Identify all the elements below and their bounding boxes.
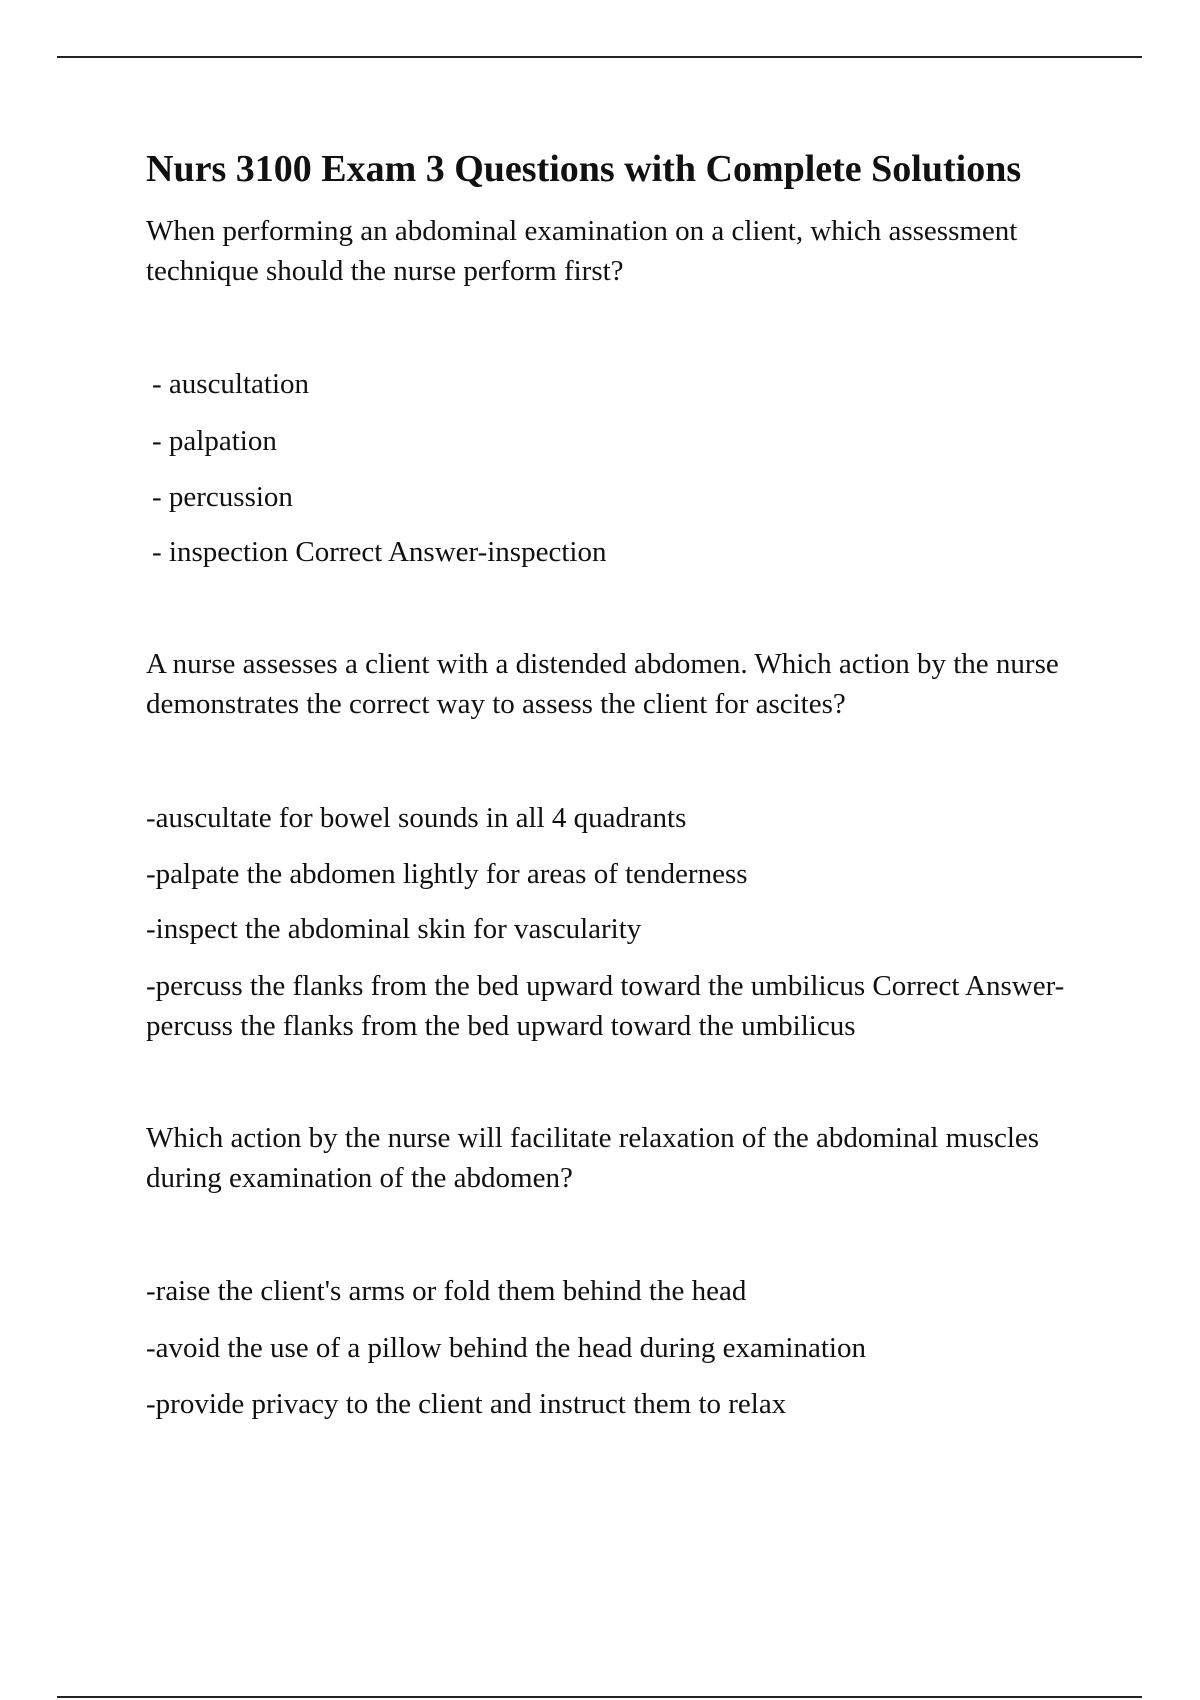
question-3-option-3: -provide privacy to the client and instruct them to relax xyxy=(146,1388,787,1420)
question-3-option-1: -raise the client's arms or fold them behind the head xyxy=(146,1275,747,1307)
question-1-option-4: - inspection Correct Answer-inspection xyxy=(152,536,607,568)
question-1-option-1: - auscultation xyxy=(152,368,310,400)
question-3-option-2: -avoid the use of a pillow behind the head during examination xyxy=(146,1332,866,1364)
question-1-option-3: - percussion xyxy=(152,481,293,513)
question-1-option-2: - palpation xyxy=(152,425,277,457)
question-2-option-2: -palpate the abdomen lightly for areas of tenderness xyxy=(146,858,748,890)
question-2-option-1: -auscultate for bowel sounds in all 4 quadrants xyxy=(146,802,687,834)
question-1-prompt: When performing an abdominal examination on a client, which assessment technique should the nurse perform first? xyxy=(146,215,1018,287)
question-2-prompt: A nurse assesses a client with a distended abdomen. Which action by the nurse demonstrates the correct way to assess the client for ascites? xyxy=(146,648,1059,720)
header-rule xyxy=(57,56,1142,58)
question-2-option-3: -inspect the abdominal skin for vascularity xyxy=(146,913,642,945)
question-2-option-4: -percuss the flanks from the bed upward toward the umbilicus Correct Answer-percuss the flanks from the bed upward toward the umbilicus xyxy=(146,970,1065,1042)
question-3-prompt: Which action by the nurse will facilitate relaxation of the abdominal muscles during examination of the abdomen? xyxy=(146,1122,1040,1194)
footer-rule xyxy=(57,1696,1142,1698)
document-title: Nurs 3100 Exam 3 Questions with Complete Solutions xyxy=(146,148,1022,190)
